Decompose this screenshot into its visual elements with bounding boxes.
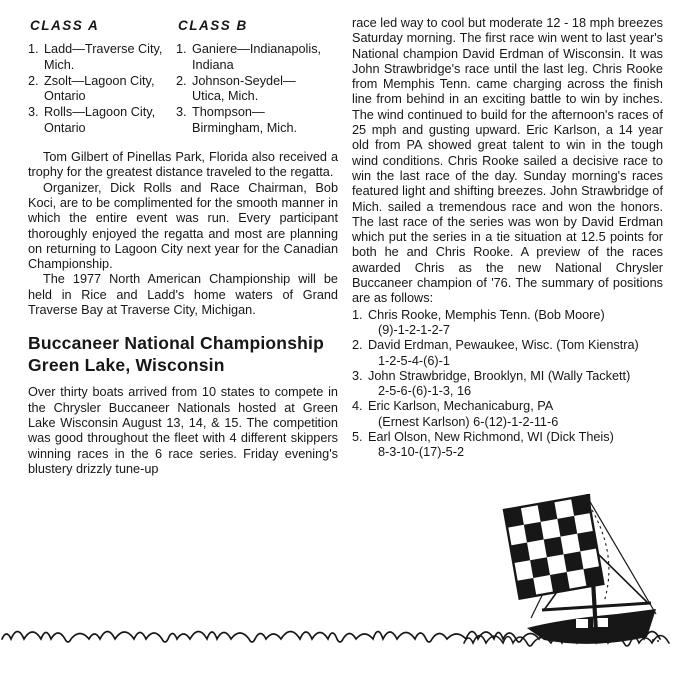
rank-number: 2. xyxy=(352,338,363,353)
list-item xyxy=(28,42,176,73)
sailboat-flag-illustration xyxy=(432,486,678,690)
skipper-name: John Strawbridge, Brooklyn, MI (Wally Tackett) xyxy=(368,368,631,383)
entrant-name: Johnson-Seydel— Utica, Mich. xyxy=(192,73,296,104)
checkered-flag-icon xyxy=(504,495,603,598)
standing-row xyxy=(352,338,663,369)
standings-list xyxy=(352,308,663,461)
rank-number: 2. xyxy=(176,73,187,88)
entrant-name: Rolls—Lagoon City, Ontario xyxy=(44,105,156,135)
race-scores: 1-2-5-4-(6)-1 xyxy=(378,353,450,368)
entrant-name: Ganiere—Indianapolis, Indiana xyxy=(192,42,322,72)
list-item xyxy=(28,105,176,136)
race-scores: 8-3-10-(17)-5-2 xyxy=(378,445,465,460)
class-a-title: CLASS A xyxy=(30,18,100,33)
paragraph-tom-gilbert: Tom Gilbert of Pinellas Park, Florida also received a trophy for the greatest distance traveled to the regatta. xyxy=(28,150,338,180)
paragraph-race-report: race led way to cool but moderate 12 - 18 mph breezes Saturday morning. The first race win went to last year's National champion David Erdman of Wisconsin. It was John Strawbridge's race until the last leg. Chris Rooke from Memphis Tenn. came charging across the finish line from behind in an exciting battle to win by inches. The wind continued to build for the afternoon's races of 25 mph and gusting upward. Eric Karlson, a 14 year old from PA showed great talent to win in the tough wind conditions. Chris Rooke sailed a decisive race to win the last race of the day. Sunday morning's races featured light and shifting breezes. John Strawbridge of Mich. sailed a tremendous race and won the honors. The last race of the series was won by David Erdman which put the series in a tie situation at 12.5 points for both he and Chris Rooke. A preview of the races awarded Chris as the new National Chrysler Buccaneer champion of '76. The summary of positions are as follows: xyxy=(352,16,663,306)
rank-number: 1. xyxy=(28,42,39,57)
right-column xyxy=(352,16,663,461)
standing-row xyxy=(352,399,663,430)
entrant-name: Zsolt—Lagoon City, Ontario xyxy=(44,73,155,104)
rank-number: 3. xyxy=(28,105,39,120)
race-scores: (Ernest Karlson) 6-(12)-1-2-11-6 xyxy=(378,414,559,429)
class-b-title: CLASS B xyxy=(178,18,248,33)
class-b-list xyxy=(176,16,336,137)
list-item xyxy=(28,74,176,105)
standing-row xyxy=(352,308,663,339)
paragraph-organizer: Organizer, Dick Rolls and Race Chairman, Bob Koci, are to be complimented for the smooth manner in which the entire event was run. Every participant thoroughly enjoyed the regatta and most are planning on returning to Lagoon City next year for the Canadian Championship. xyxy=(28,180,338,272)
heading-line-1: Buccaneer National Championship xyxy=(28,333,324,354)
entrant-name: Ladd—Traverse City, Mich. xyxy=(44,42,163,72)
list-item xyxy=(176,105,336,136)
rank-number: 3. xyxy=(176,105,187,120)
race-scores: (9)-1-2-1-2-7 xyxy=(378,322,450,337)
rank-number: 1. xyxy=(176,42,187,57)
race-scores: 2-5-6-(6)-1-3, 16 xyxy=(378,384,472,399)
standing-row xyxy=(352,430,663,461)
rank-number: 1. xyxy=(352,307,363,322)
skipper-name: Earl Olson, New Richmond, WI (Dick Theis) xyxy=(368,430,614,445)
rank-number: 4. xyxy=(352,399,363,414)
rank-number: 5. xyxy=(352,430,363,445)
class-results-section xyxy=(28,16,338,137)
skipper-name: Eric Karlson, Mechanicaburg, PA xyxy=(368,399,554,414)
class-a-list xyxy=(28,16,176,137)
section-heading xyxy=(28,333,338,376)
left-column xyxy=(28,16,338,477)
skipper-name: Chris Rooke, Memphis Tenn. (Bob Moore) xyxy=(368,307,605,322)
paragraph-green-lake-intro: Over thirty boats arrived from 10 states to compete in the Chrysler Buccaneer Nationals hosted at Green Lake Wisconsin August 13, 14, & 15. The competition was good throughout the fleet with 4 different skippers winning races in the 6 race series. Friday evening's blustery drizzly tune-up xyxy=(28,385,338,476)
paragraph-1977-championship: The 1977 North American Championship will be held in Rice and Ladd's home waters of Grand Traverse Bay at Traverse City, Michigan. xyxy=(28,272,338,318)
heading-line-2: Green Lake, Wisconsin xyxy=(28,354,225,375)
standing-row xyxy=(352,369,663,400)
list-item xyxy=(176,74,336,105)
entrant-name: Thompson—Birmingham, Mich. xyxy=(192,105,298,135)
list-item xyxy=(176,42,336,73)
rank-number: 2. xyxy=(28,73,39,88)
skipper-name: David Erdman, Pewaukee, Wisc. (Tom Kienstra) xyxy=(368,338,639,353)
rank-number: 3. xyxy=(352,368,363,383)
